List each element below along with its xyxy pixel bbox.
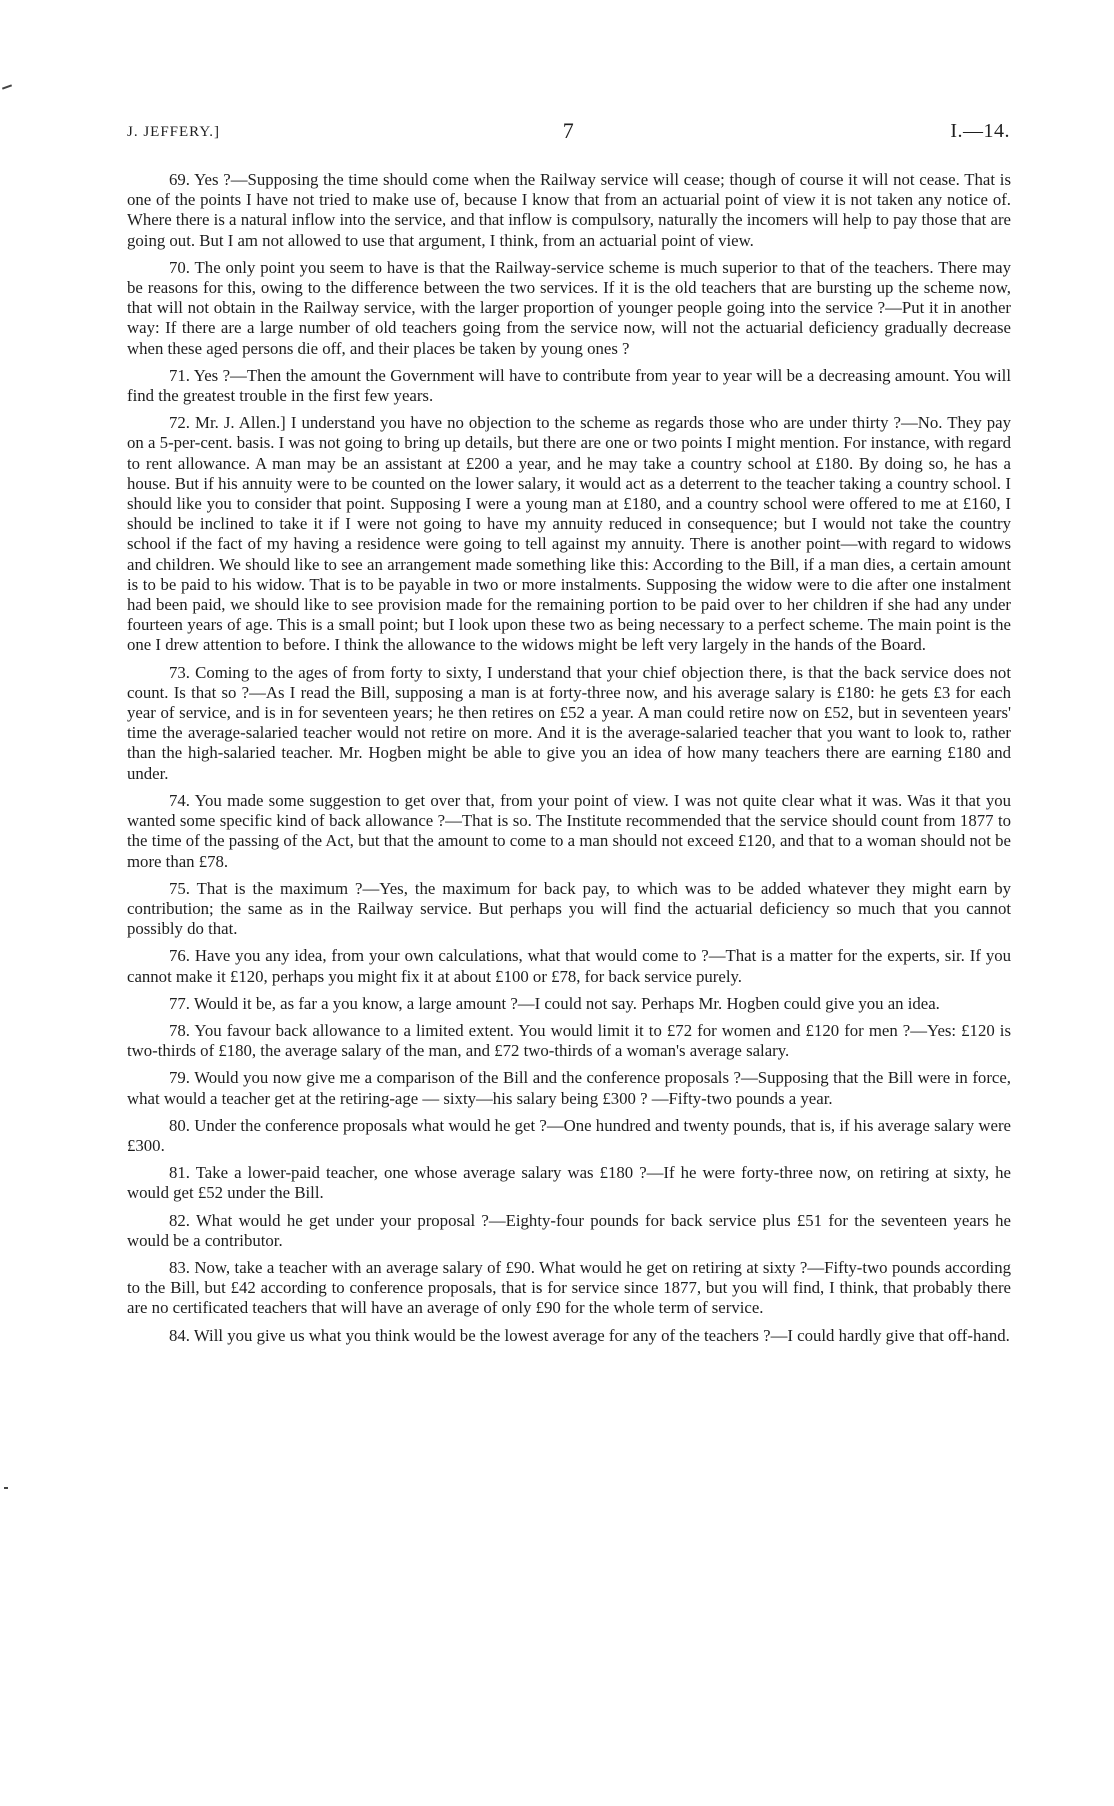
paragraph-79: 79. Would you now give me a comparison of the Bill and the conference proposals ?—Supposing that the Bill were in force, what would a teacher get at the retiring-age — sixty—his salary being £300 ? —Fifty-two pounds a year. (127, 1068, 1011, 1108)
paragraph-76: 76. Have you any idea, from your own calculations, what that would come to ?—That is a matter for the experts, sir. If you cannot make it £120, perhaps you might fix it at about £100 or £78, for back service purely. (127, 946, 1011, 986)
scan-mark (4, 1487, 8, 1489)
paragraph-69: 69. Yes ?—Supposing the time should come when the Railway service will cease; though of course it will not cease. That is one of the points I have not tried to make use of, because I know that from an actuarial point of view it is not taken any notice of. Where there is a natural inflow into the service, and that inflow is compulsory, naturally the incomers will help to pay those that are going out. But I am not allowed to use that argument, I think, from an actuarial point of view. (127, 170, 1011, 250)
page-header (127, 118, 1010, 148)
header-witness-name: J. JEFFERY.] (127, 124, 221, 140)
paragraph-77: 77. Would it be, as far a you know, a large amount ?—I could not say. Perhaps Mr. Hogben could give you an idea. (169, 993, 940, 1013)
paragraph-78: 78. You favour back allowance to a limited extent. You would limit it to £72 for women and £120 for men ?—Yes: £120 is two-thirds of £180, the average salary of the man, and £72 two-thirds of a woman's average salary. (127, 1020, 1011, 1061)
paragraph-73: 73. Coming to the ages of from forty to sixty, I understand that your chief objection there, is that the back service does not count. Is that so ?—As I read the Bill, supposing a man is at forty-three now, and his average salary is £180: he gets £3 for each year of service, and is in for seventeen years; he then retires on £52 a year. A man could retire now on £52, but in seventeen years' time the average-salaried teacher would not retire on more. And it is the average-salaried teacher that you want to look to, rather than the high-salaried teacher. Mr. Hogben might be able to give you an idea of how many teachers there are earning £180 and under. (127, 662, 1011, 783)
paragraph-81: 81. Take a lower-paid teacher, one whose average salary was £180 ?—If he were forty-three now, on retiring at sixty, he would get £52 under the Bill. (127, 1163, 1011, 1203)
paragraph-82: 82. What would he get under your proposal ?—Eighty-four pounds for back service plus £51 for the seventeen years he would be a contributor. (127, 1210, 1011, 1250)
scan-mark (2, 84, 12, 89)
page-number: 7 (562, 118, 575, 143)
paragraph-75: 75. That is the maximum ?—Yes, the maximum for back pay, to which was to be added whatever they might earn by contribution; the same as in the Railway service. But perhaps you will find the actuarial deficiency so much that you cannot possibly do that. (127, 878, 1011, 939)
document-reference: I.—14. (950, 120, 1010, 142)
paragraph-72: 72. Mr. J. Allen.] I understand you have no objection to the scheme as regards those who are under thirty ?—No. They pay on a 5-per-cent. basis. I was not going to bring up details, but there are one or two points I might mention. For instance, with regard to rent allowance. A man may be an assistant at £200 a year, and he may take a country school at £180. By doing so, he has a house. But if his annuity were to be counted on the lower salary, it would act as a deterrent to the teacher taking a country school. I should like you to consider that point. Supposing I were a young man at £180, and a country school were offered to me at £160, I should be inclined to take it if I were not going to have my annuity reduced in consequence; but I would not take the country school if the fact of my having a residence were going to tell against my annuity. There is another point—with regard to widows and children. We should like to see an arrangement made something like this: According to the Bill, if a man dies, a certain amount is to be paid to his widow. That is to be payable in two or more instalments. Supposing the widow were to die after one instalment had been paid, we should like to see provision made for the remaining portion to be paid over to her children if she had any under fourteen years of age. This is a small point; but I look upon these two as being necessary to a perfect scheme. The main point is the one I drew attention to before. I think the allowance to the widows might be left very largely in the hands of the Board. (127, 413, 1011, 655)
paragraph-84: 84. Will you give us what you think would be the lowest average for any of the teachers ?—I could hardly give that off-hand. (169, 1325, 1010, 1345)
paragraph-83: 83. Now, take a teacher with an average salary of £90. What would he get on retiring at sixty ?—Fifty-two pounds according to the Bill, but £42 according to conference proposals, that is for service since 1877, but you will find, I think, that probably there are no certificated teachers that will have an average of only £90 for the whole term of service. (127, 1257, 1011, 1318)
paragraph-80: 80. Under the conference proposals what would he get ?—One hundred and twenty pounds, that is, if his average salary were £300. (127, 1115, 1011, 1155)
paragraph-70: 70. The only point you seem to have is that the Railway-service scheme is much superior to that of the teachers. There may be reasons for this, owing to the difference between the two services. If it is the old teachers that are bursting up the scheme now, that will not obtain in the Railway service, with the larger proportion of younger people going into the service ?—Put it in another way: If there are a large number of old teachers going from the service now, will not the actuarial deficiency gradually decrease when these aged persons die off, and their places be taken by young ones ? (127, 257, 1011, 358)
paragraph-71: 71. Yes ?—Then the amount the Government will have to contribute from year to year will be a decreasing amount. You will find the greatest trouble in the first few years. (127, 365, 1011, 406)
evidence-body (127, 170, 1011, 1353)
paragraph-74: 74. You made some suggestion to get over that, from your point of view. I was not quite clear what it was. Was it that you wanted some specific kind of back allowance ?—That is so. The Institute recommended that the service should count from 1877 to the time of the passing of the Act, but that the amount to come to a man should not exceed £120, and that to a woman should not be more than £78. (127, 790, 1011, 871)
